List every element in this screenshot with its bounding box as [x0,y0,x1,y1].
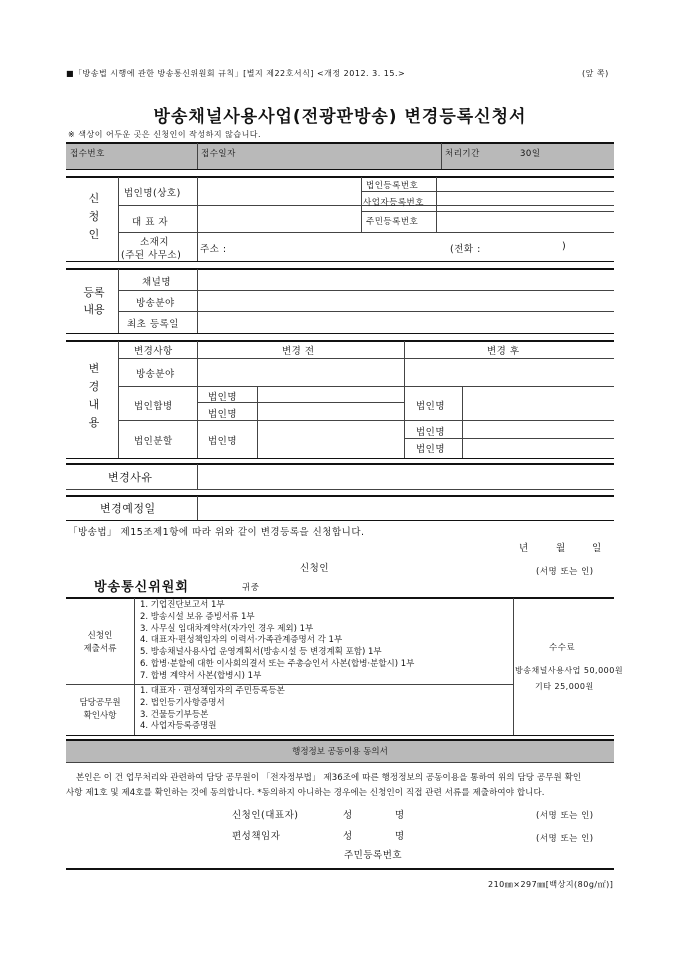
consent-title: 행정정보 공동이용 동의서 [292,747,388,757]
after-header: 변경 후 [487,346,520,357]
split-after-corp-name-2: 법인명 [416,444,446,455]
fee-label: 수수료 [549,643,576,653]
consent-surname-2: 성 [343,831,353,842]
applicant-sign-label: 신청인 [300,563,330,574]
recipient: 방송통신위원회 [94,580,189,595]
change-broadcast-field-label: 방송분야 [136,369,175,380]
submit-doc-item: 1. 기업진단보고서 1부 [140,600,225,610]
submit-doc-item: 4. 대표자·편성책임자의 이력서·가족관계증명서 각 1부 [140,635,343,646]
registration-section-label: 등록 내용 [83,286,105,316]
consent-sign-1: (서명 또는 인) [536,811,594,821]
processing-period-value: 30일 [520,149,541,159]
date-month: 월 [556,543,566,554]
honorific: 귀중 [242,583,260,593]
broadcast-field-label: 방송분야 [136,298,175,309]
scheduled-date-label: 변경예정일 [100,502,156,515]
location-sub-label: (주된 사무소) [121,250,182,261]
corp-reg-no-label: 법인등록번호 [366,181,419,191]
consent-body-2: 사항 제1호 및 제4호를 확인하는 것에 동의합니다. *동의하지 아니하는 경우에는 신청인이 직접 관련 서류를 제출하여야 합니다. [66,788,545,798]
consent-sign-2: (서명 또는 인) [536,834,594,844]
applicant-section-label: 신 청 인 [88,192,100,241]
split-label: 법인분할 [134,436,173,447]
official-check-item: 3. 건물등기부등본 [140,709,209,720]
consent-resident-no: 주민등록번호 [344,850,403,861]
merger-after-corp-name: 법인명 [416,401,446,412]
change-section-label: 변 경 내 용 [88,362,100,429]
location-label: 소재지 [140,237,170,248]
split-after-corp-name-1: 법인명 [416,427,446,438]
change-reason-label: 변경사유 [108,471,153,484]
submit-doc-item: 3. 사무실 임대차계약서(자가인 경우 제외) 1부 [140,623,314,634]
address-label: 주소 : [200,244,227,255]
consent-editor: 편성책임자 [232,831,281,842]
corp-name-label: 법인명(상호) [124,188,181,199]
submit-doc-item: 6. 합병·분할에 대한 이사회의결서 또는 주총승인서 사본(합병·분할시) 1부 [140,658,415,669]
merger-label: 법인합병 [134,401,173,412]
submit-doc-item: 5. 방송채널사용사업 운영계획서(방송시설 등 변경계획 포함) 1부 [140,647,382,658]
form-title: 방송채널사용사업(전광판방송) 변경등록신청서 [153,107,527,127]
submit-docs-label: 신청인 제출서류 [83,631,117,654]
consent-applicant-rep: 신청인(대표자) [232,810,299,821]
consent-name-1: 명 [395,810,405,821]
date-year: 년 [519,543,529,554]
split-corp-name: 법인명 [208,436,238,447]
fee-item: 방송채널사용사업 50,000원 [515,666,624,675]
official-check-item: 2. 법인등기사항증명서 [140,697,225,708]
page-side: (앞 쪽) [582,69,609,78]
before-header: 변경 전 [282,346,315,357]
change-item-header: 변경사항 [134,346,173,357]
phone-label: (전화 : [450,244,481,255]
official-check-list [140,686,285,733]
shaded-note: ※ 색상이 어두운 곳은 신청인이 작성하지 않습니다. [68,130,262,139]
official-check-item: 4. 사업자등록증명원 [140,721,217,732]
first-reg-date-label: 최초 등록일 [127,319,179,330]
channel-name-label: 채널명 [142,277,172,288]
applicant-sign: (서명 또는 인) [536,567,594,577]
consent-surname-1: 성 [343,810,353,821]
submit-docs-list [140,600,414,683]
official-check-item: 1. 대표자 · 편성책임자의 주민등록등본 [140,686,285,696]
merger-corp-name-1: 법인명 [208,392,238,403]
paper-spec: 210㎜×297㎜[백상지(80g/㎡)] [488,880,614,889]
submit-doc-item: 7. 합병 계약서 사본(합병시) 1부 [140,670,262,681]
biz-reg-no-label: 사업자등록번호 [363,198,424,208]
phone-close: ) [562,241,567,252]
date-day: 일 [592,543,602,554]
declaration-text: 「방송법」 제15조제1항에 따라 위와 같이 변경등록을 신청합니다. [68,527,365,538]
consent-name-2: 명 [395,831,405,842]
resident-no-label: 주민등록번호 [366,217,419,227]
merger-corp-name-2: 법인명 [208,409,238,420]
representative-label: 대 표 자 [132,217,169,228]
receipt-number-label: 접수번호 [70,149,105,159]
fee-item: 기타 25,000원 [535,682,594,691]
receipt-date-label: 접수일자 [201,149,236,159]
law-reference: ■「방송법 시행에 관한 방송통신위원회 규칙」[별지 제22호서식] <개정 2012. 3. 15.> [66,69,406,78]
submit-doc-item: 2. 방송시설 보유 증빙서류 1부 [140,611,255,622]
processing-period-label: 처리기간 [445,149,480,159]
consent-body-1: 본인은 이 건 업무처리와 관련하여 담당 공무원이 「전자정부법」 제36조에 따른 행정정보의 공동이용을 통하여 위의 담당 공무원 확인 [76,773,582,783]
official-check-label: 담당공무원 확인사항 [79,698,121,721]
